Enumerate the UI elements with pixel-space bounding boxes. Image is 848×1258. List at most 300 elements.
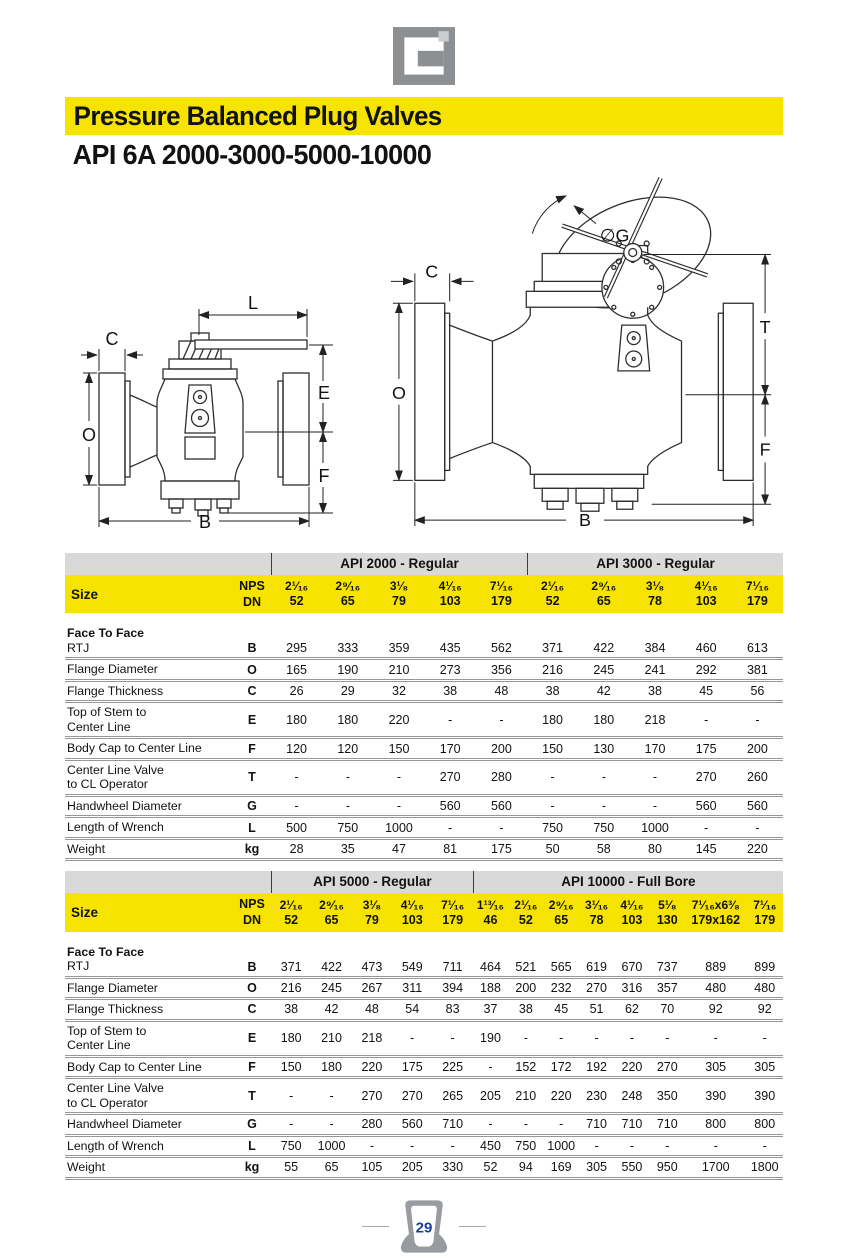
cell-value: 169	[550, 1160, 572, 1175]
column-header: 3¹⁄₈ 79	[362, 897, 382, 927]
nps-dn-label: NPS DN	[239, 897, 265, 927]
cell-value: 175	[695, 741, 717, 756]
cell-value: 549	[401, 959, 423, 974]
column-header: 7¹⁄₁₆ 179	[753, 897, 777, 927]
cell-value: 241	[644, 662, 666, 677]
drawing-gear-valve	[385, 175, 783, 533]
cell-value: 172	[550, 1059, 572, 1074]
table-row	[65, 682, 783, 704]
table-row: Face To Face RTJ B 371 422 473 549 711 464 521 565 619 670 737 889 899	[65, 943, 783, 979]
cell-value: 188	[480, 980, 501, 995]
footer-rule-left	[362, 1226, 389, 1227]
cell-value: 305	[586, 1160, 607, 1175]
cell-value: 260	[746, 770, 768, 785]
table-row: Center Line Valve to CL Operator T - - - 270 280 - - - 270 260	[65, 761, 783, 797]
dim-label-B: B	[198, 512, 212, 532]
page-number-badge	[393, 1196, 455, 1258]
cell-value: 356	[490, 662, 512, 677]
cell-value: -	[448, 712, 453, 727]
cell-value: 200	[515, 980, 537, 995]
cell-value: -	[289, 1117, 294, 1132]
cell-value: 180	[286, 712, 308, 727]
page-number: 29	[415, 1218, 433, 1236]
cell-value: -	[629, 1031, 635, 1045]
cell-value: 1700	[701, 1160, 730, 1175]
page-footer	[0, 1196, 848, 1258]
cell-value: -	[762, 1031, 767, 1045]
cell-value: 52	[483, 1160, 498, 1175]
row-label: Center Line Valve	[67, 762, 164, 777]
cell-value: 180	[337, 712, 359, 727]
cell-value: 565	[550, 959, 572, 974]
cell-value: -	[559, 1117, 564, 1132]
column-header: 2¹⁄₁₆ 52	[285, 579, 309, 609]
cell-value: -	[704, 712, 709, 727]
cell-value: 267	[361, 980, 383, 995]
cell-value: 175	[401, 1059, 423, 1074]
cell-value: -	[289, 1088, 294, 1103]
cell-value: 230	[586, 1088, 607, 1103]
cell-value: 305	[754, 1059, 776, 1074]
cell-value: 42	[324, 1002, 339, 1017]
cell-value: -	[488, 1059, 493, 1074]
cell-value: -	[550, 770, 555, 785]
row-label: Length of Wrench	[67, 1138, 164, 1153]
cell-value: 92	[757, 1002, 772, 1017]
table-row	[65, 1137, 783, 1159]
cell-value: -	[652, 770, 658, 785]
page-title: Pressure Balanced Plug Valves	[73, 100, 442, 131]
cell-value: 737	[656, 959, 678, 974]
cell-value: 200	[490, 741, 512, 756]
cell-value: -	[523, 1117, 528, 1132]
cell-value: 220	[621, 1059, 643, 1074]
cell-value: 381	[746, 662, 768, 677]
column-header: 3¹⁄₈ 78	[645, 579, 665, 609]
row-letter: L	[248, 1138, 256, 1153]
cell-value: 220	[388, 712, 410, 727]
cell-value: 180	[321, 1059, 342, 1074]
cell-value: 58	[596, 842, 611, 856]
row-label: Top of Stem to	[67, 705, 147, 720]
cell-value: 1000	[547, 1138, 576, 1153]
cell-value: 710	[621, 1117, 643, 1132]
cell-value: -	[450, 1031, 455, 1045]
cell-value: 422	[321, 959, 342, 974]
column-header: 7¹⁄₁₆ 179	[489, 579, 513, 609]
column-header: 2⁹⁄₁₆ 65	[319, 897, 344, 927]
table-row	[65, 979, 783, 1001]
size-header-band	[65, 893, 783, 931]
cell-value: 750	[542, 820, 564, 835]
column-header: 2⁹⁄₁₆ 65	[335, 579, 361, 609]
cell-value: 560	[695, 799, 717, 813]
cell-value: 105	[361, 1160, 383, 1175]
cell-value: 150	[388, 741, 410, 756]
cell-value: 170	[644, 741, 666, 756]
cell-value: 371	[542, 641, 564, 656]
row-label: Body Cap to Center Line	[67, 741, 202, 756]
brand-logo	[0, 0, 848, 85]
cell-value: 560	[746, 799, 768, 813]
cell-value: 50	[545, 842, 560, 856]
column-header: 2¹⁄₁₆ 52	[279, 897, 303, 927]
cell-value: 270	[586, 980, 607, 995]
row-letter: kg	[244, 1160, 260, 1175]
cell-value: 200	[746, 741, 768, 756]
cell-value: -	[294, 770, 299, 785]
row-letter: F	[248, 1059, 256, 1074]
cell-value: 330	[442, 1160, 464, 1175]
row-letter: T	[248, 1088, 256, 1103]
cell-value: 220	[746, 842, 768, 856]
cell-value: 800	[754, 1117, 776, 1132]
cell-value: 210	[515, 1088, 537, 1103]
cell-value: 81	[443, 842, 458, 856]
dim-label-L: L	[247, 293, 259, 313]
column-header: 1¹³⁄₁₆ 46	[476, 897, 505, 927]
dim-label-E: E	[317, 383, 331, 403]
column-header: 2⁹⁄₁₆ 65	[591, 579, 617, 609]
group-header: API 10000 - Full Bore	[473, 871, 783, 893]
cell-value: 45	[554, 1002, 569, 1017]
cell-value: 613	[746, 641, 768, 656]
cell-value: 270	[401, 1088, 423, 1103]
logo-g-icon	[393, 27, 455, 85]
table-row	[65, 797, 783, 819]
cell-value: -	[450, 1138, 455, 1153]
cell-value: 800	[705, 1117, 727, 1132]
cell-value: 750	[515, 1138, 537, 1153]
cell-value: 899	[754, 959, 776, 974]
row-label: Flange Diameter	[67, 980, 158, 995]
row-letter: G	[247, 1117, 257, 1132]
row-label: Face To Face	[67, 626, 144, 641]
row-label: Handwheel Diameter	[67, 798, 182, 813]
table-row: Top of Stem to Center Line E 180 180 220 - - 180 180 218 - -	[65, 703, 783, 739]
cell-value: 480	[705, 980, 727, 995]
cell-value: -	[601, 799, 606, 813]
dim-label-B: B	[579, 510, 591, 531]
cell-value: -	[762, 1138, 767, 1153]
dim-label-F: F	[318, 466, 330, 486]
table-row	[65, 660, 783, 682]
cell-value: 216	[542, 662, 564, 677]
group-header: API 3000 - Regular	[527, 553, 783, 575]
cell-value: 38	[648, 684, 662, 698]
cell-value: -	[345, 770, 350, 785]
cell-value: 210	[321, 1031, 342, 1045]
cell-value: -	[448, 820, 453, 835]
cell-value: 220	[361, 1059, 383, 1074]
row-label: Weight	[67, 841, 106, 856]
cell-value: 218	[644, 712, 666, 727]
cell-value: 210	[388, 662, 410, 677]
cell-value: 562	[490, 641, 512, 656]
row-letter: O	[247, 662, 257, 677]
cell-value: 145	[695, 842, 717, 856]
table-row	[65, 840, 783, 862]
row-label: Flange Diameter	[67, 662, 158, 677]
cell-value: 280	[361, 1117, 383, 1132]
cell-value: 270	[656, 1059, 678, 1074]
column-header: 3¹⁄₁₆ 78	[585, 897, 609, 927]
cell-value: 710	[586, 1117, 607, 1132]
table-row	[65, 1158, 783, 1180]
cell-value: -	[755, 820, 760, 835]
cell-value: 245	[593, 662, 615, 677]
cell-value: 560	[490, 799, 512, 813]
table-row	[65, 1000, 783, 1022]
row-letter: T	[248, 770, 256, 785]
column-header: 4¹⁄₁₆ 103	[620, 897, 644, 927]
cell-value: -	[652, 799, 658, 813]
cell-value: -	[601, 770, 606, 785]
row-letter: kg	[244, 842, 260, 856]
page-subtitle: API 6A 2000-3000-5000-10000	[72, 139, 432, 170]
size-label: Size	[71, 905, 99, 921]
cell-value: 1800	[750, 1160, 779, 1175]
cell-value: 180	[280, 1031, 302, 1045]
cell-value: -	[499, 820, 504, 835]
cell-value: 270	[361, 1088, 383, 1103]
column-header: 5¹⁄₈ 130	[656, 897, 678, 927]
cell-value: 38	[284, 1002, 299, 1017]
cell-value: -	[594, 1031, 599, 1045]
size-header-band	[65, 575, 783, 613]
cell-value: 305	[705, 1059, 727, 1074]
table-row	[65, 739, 783, 761]
cell-value: 550	[621, 1160, 643, 1175]
cell-value: -	[704, 820, 709, 835]
cell-value: -	[329, 1088, 334, 1103]
cell-value: 26	[289, 684, 304, 698]
cell-value: 280	[490, 770, 512, 785]
cell-value: 29	[340, 684, 355, 698]
cell-value: -	[369, 1138, 374, 1153]
row-label: Flange Thickness	[67, 683, 164, 698]
cell-value: 750	[593, 820, 615, 835]
cell-value: 619	[586, 959, 607, 974]
cell-value: 150	[280, 1059, 302, 1074]
table-row: Top of Stem to Center Line E 180 210 218 - - 190 - - - - - - -	[65, 1022, 783, 1058]
drawing-wrench-valve	[77, 285, 342, 535]
cell-value: 190	[480, 1031, 501, 1045]
dim-label-C: C	[425, 261, 439, 282]
dim-label-C: C	[105, 329, 119, 349]
cell-value: -	[713, 1138, 718, 1153]
cell-value: -	[488, 1117, 493, 1132]
cell-value: 450	[480, 1138, 501, 1153]
cell-value: 1000	[385, 820, 413, 835]
cell-value: 192	[586, 1059, 607, 1074]
cell-value: 205	[401, 1160, 423, 1175]
cell-value: -	[713, 1031, 718, 1045]
cell-value: 48	[494, 684, 509, 698]
cell-value: 311	[402, 980, 423, 995]
cell-value: -	[410, 1138, 415, 1153]
group-header-band	[65, 871, 783, 893]
row-letter: B	[247, 641, 257, 656]
footer-rule-right	[459, 1226, 486, 1227]
wrench-valve-geometry	[99, 333, 309, 516]
cell-value: 42	[596, 684, 611, 698]
gear-valve-dimensions	[391, 196, 771, 530]
cell-value: 295	[286, 641, 308, 656]
table-row	[65, 1115, 783, 1137]
cell-value: 560	[401, 1117, 423, 1132]
cell-value: 165	[286, 662, 308, 677]
table-rows	[65, 624, 783, 861]
cell-value: 292	[695, 662, 717, 677]
cell-value: 55	[284, 1160, 299, 1175]
cell-value: 394	[442, 980, 464, 995]
cell-value: 47	[392, 842, 406, 856]
row-letter: B	[247, 959, 257, 974]
cell-value: 54	[405, 1002, 420, 1017]
cell-value: 750	[337, 820, 359, 835]
group-header-band	[65, 553, 783, 575]
cell-value: 390	[705, 1088, 727, 1103]
cell-value: 1000	[317, 1138, 346, 1153]
row-letter: F	[248, 741, 256, 756]
cell-value: 216	[280, 980, 302, 995]
row-label: Length of Wrench	[67, 820, 164, 835]
dim-label-F: F	[759, 439, 771, 460]
column-header: 4¹⁄₁₆ 103	[438, 579, 462, 609]
group-header: API 5000 - Regular	[271, 871, 473, 893]
cell-value: 70	[660, 1002, 675, 1017]
cell-value: 710	[656, 1117, 678, 1132]
cell-value: 92	[708, 1002, 723, 1017]
cell-value: 521	[515, 959, 537, 974]
column-header: 7¹⁄₁₆ 179	[745, 579, 769, 609]
cell-value: 180	[542, 712, 564, 727]
dim-label-O: O	[391, 382, 406, 403]
spec-table-api-5000-10000	[65, 871, 783, 1179]
cell-value: 670	[621, 959, 643, 974]
cell-value: 390	[754, 1088, 776, 1103]
row-label: Body Cap to Center Line	[67, 1059, 202, 1074]
cell-value: 150	[542, 741, 564, 756]
cell-value: 83	[445, 1002, 460, 1017]
cell-value: -	[629, 1138, 635, 1153]
cell-value: 384	[644, 641, 666, 656]
cell-value: -	[665, 1031, 670, 1045]
row-label: Face To Face	[67, 944, 144, 959]
cell-value: 190	[337, 662, 359, 677]
cell-value: 750	[280, 1138, 302, 1153]
row-label: Handwheel Diameter	[67, 1117, 182, 1131]
group-header: API 2000 - Regular	[271, 553, 527, 575]
dim-label-T: T	[759, 317, 771, 338]
gear-valve-geometry	[415, 176, 753, 511]
cell-value: -	[559, 1031, 564, 1045]
cell-value: 65	[324, 1160, 339, 1175]
cell-value: -	[396, 799, 402, 813]
cell-value: 422	[593, 641, 615, 656]
column-header: 2¹⁄₁₆ 52	[541, 579, 565, 609]
row-letter: L	[248, 820, 256, 835]
cell-value: 473	[361, 959, 383, 974]
cell-value: 357	[656, 980, 678, 995]
cell-value: -	[523, 1031, 528, 1045]
cell-value: 435	[439, 641, 461, 656]
cell-value: 333	[337, 641, 359, 656]
technical-drawings	[65, 175, 783, 539]
cell-value: 225	[442, 1059, 464, 1074]
table-row: Center Line Valve to CL Operator T - - 270 270 265 205 210 220 230 248 350 390 390	[65, 1079, 783, 1115]
cell-value: 37	[483, 1002, 498, 1017]
cell-value: -	[755, 712, 760, 727]
dim-label-G: ∅G	[599, 225, 630, 246]
cell-value: -	[499, 712, 504, 727]
cell-value: 120	[286, 741, 308, 756]
cell-value: 350	[656, 1088, 678, 1103]
cell-value: 218	[361, 1031, 383, 1045]
cell-value: 950	[656, 1160, 678, 1175]
table-rows	[65, 943, 783, 1180]
row-label: Weight	[67, 1160, 106, 1174]
cell-value: -	[410, 1031, 415, 1045]
column-header: 4¹⁄₁₆ 103	[694, 579, 718, 609]
cell-value: 359	[388, 641, 410, 656]
cell-value: 245	[321, 980, 342, 995]
cell-value: 130	[593, 741, 615, 756]
row-label: Center Line Valve	[67, 1081, 164, 1095]
cell-value: -	[396, 770, 402, 785]
cell-value: 38	[518, 1002, 533, 1017]
cell-value: 232	[550, 980, 572, 995]
column-header: 2¹⁄₁₆ 52	[514, 897, 538, 927]
column-header: 4¹⁄₁₆ 103	[400, 897, 424, 927]
cell-value: -	[294, 799, 299, 813]
cell-value: 175	[490, 842, 512, 856]
cell-value: -	[345, 799, 350, 813]
cell-value: 45	[699, 684, 714, 698]
cell-value: 62	[624, 1002, 639, 1017]
row-label: Flange Thickness	[67, 1002, 164, 1016]
cell-value: 180	[593, 712, 615, 727]
cell-value: 48	[364, 1002, 379, 1017]
column-header: 2⁹⁄₁₆ 65	[548, 897, 574, 927]
cell-value: 80	[648, 842, 662, 856]
cell-value: 38	[545, 684, 560, 698]
row-letter: C	[247, 1002, 257, 1017]
cell-value: 32	[392, 684, 406, 698]
dim-label-O: O	[81, 425, 97, 445]
column-header: 7¹⁄₁₆ 179	[441, 897, 465, 927]
cell-value: 35	[340, 842, 355, 856]
row-letter: E	[247, 1031, 257, 1045]
cell-value: 152	[515, 1059, 537, 1074]
cell-value: 56	[750, 684, 765, 698]
cell-value: 270	[695, 770, 717, 785]
column-header: 3¹⁄₈ 79	[389, 579, 409, 609]
cell-value: 889	[705, 959, 727, 974]
cell-value: 273	[439, 662, 461, 677]
size-label: Size	[71, 587, 99, 603]
cell-value: 170	[439, 741, 461, 756]
row-letter: C	[247, 684, 257, 698]
cell-value: 220	[550, 1088, 572, 1103]
cell-value: 120	[337, 741, 359, 756]
cell-value: 51	[589, 1002, 604, 1017]
cell-value: -	[665, 1138, 670, 1153]
cell-value: 460	[695, 641, 717, 656]
table-row	[65, 818, 783, 840]
cell-value: 94	[518, 1160, 533, 1175]
